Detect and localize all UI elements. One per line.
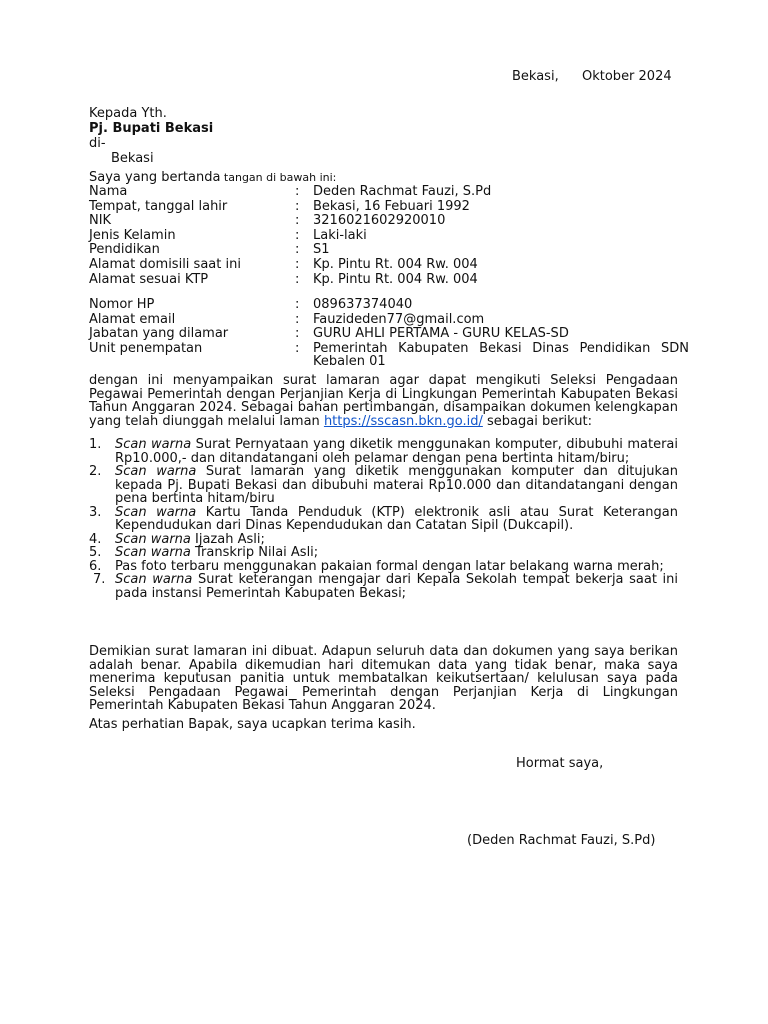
list-italic: Scan warna: [115, 464, 197, 479]
field-colon: :: [295, 311, 300, 327]
hormat-line: Hormat saya,: [516, 756, 604, 771]
field-value: Kp. Pintu Rt. 004 Rw. 004: [313, 256, 478, 272]
field-colon: :: [295, 340, 300, 356]
field-row: [89, 298, 689, 313]
list-number: 5.: [89, 545, 102, 560]
list-number: 1.: [89, 437, 102, 452]
document-list: [89, 438, 678, 600]
intro-text-small: tangan di bawah ini:: [220, 171, 337, 184]
field-value: 089637374040: [313, 297, 413, 312]
field-row: [89, 313, 689, 328]
list-item: [89, 573, 678, 600]
body-paragraph: [89, 374, 678, 428]
letter-date: [512, 70, 672, 84]
field-row: [89, 214, 689, 229]
field-value: S1: [313, 242, 330, 258]
list-text: Ijazah Asli;: [190, 531, 265, 547]
field-label: Jenis Kelamin: [89, 227, 176, 243]
field-value: Deden Rachmat Fauzi, S.Pd: [313, 184, 492, 199]
sscasn-link[interactable]: https://sscasn.bkn.go.id/: [323, 413, 483, 429]
field-value: Kp. Pintu Rt. 004 Rw. 004: [313, 271, 478, 287]
list-text: Transkrip Nilai Asli;: [190, 545, 319, 560]
list-italic: Scan warna: [115, 545, 191, 560]
field-label: Pendidikan: [89, 242, 160, 258]
list-number: 2.: [89, 464, 102, 479]
field-colon: :: [295, 213, 300, 229]
list-item: [89, 438, 678, 465]
list-item: [89, 506, 678, 533]
addressee-block: [89, 107, 213, 167]
field-row: [89, 258, 689, 273]
list-item: [89, 546, 678, 560]
field-value: Pemerintah Kabupaten Bekasi Dinas Pendidikan SDN Kebalen 01: [313, 340, 689, 370]
list-italic: Scan warna: [115, 504, 197, 520]
addressee-city: Bekasi: [111, 151, 154, 166]
letter-place: Bekasi,: [512, 69, 559, 84]
signer-name: (Deden Rachmat Fauzi, S.Pd): [467, 833, 656, 848]
field-value: GURU AHLI PERTAMA - GURU KELAS-SD: [313, 326, 569, 342]
list-text: Kartu Tanda Penduduk (KTP) elektronik asli atau Surat Keterangan Kependudukan dari Dinas Kependudukan dan Catatan Sipil (Dukcapil).: [115, 504, 678, 533]
contact-table: [89, 298, 689, 370]
identity-table: [89, 185, 689, 287]
field-colon: :: [295, 242, 300, 258]
field-value: Bekasi, 16 Febuari 1992: [313, 198, 470, 214]
list-item: [89, 465, 678, 506]
field-colon: :: [295, 271, 300, 287]
field-label: Alamat email: [89, 311, 176, 327]
list-italic: Scan warna: [115, 437, 192, 452]
closing-paragraph: Demikian surat lamaran ini dibuat. Adapun seluruh data dan dokumen yang saya berikan adalah benar. Apabila dikemudian hari ditemukan data yang tidak benar, maka saya menerima keputusan panitia untuk membatalkan keikutsertaan/ kelulusan saya pada Seleksi Pengadaan Pegawai Pemerintah dengan Perjanjian Kerja di Lingkungan Pemerintah Kabupaten Bekasi Tahun Anggaran 2024.: [89, 644, 678, 713]
list-text: Surat lamaran yang diketik menggunakan komputer dan ditujukan kepada Pj. Bupati Bekasi dan dibubuhi materai Rp10.000 dan ditandatangani dengan pena bertinta hitam/biru: [115, 464, 678, 506]
list-item: [89, 533, 678, 547]
list-number: 6.: [89, 558, 102, 574]
list-number: 7.: [93, 572, 106, 587]
list-text: Surat keterangan mengajar dari Kepala Sekolah tempat bekerja saat ini pada instansi Pemerintah Kabupaten Bekasi;: [115, 572, 678, 601]
field-colon: :: [295, 297, 300, 312]
field-row: [89, 273, 689, 288]
field-colon: :: [295, 227, 300, 243]
field-value: Fauzideden77@gmail.com: [313, 311, 485, 327]
field-label: Alamat domisili saat ini: [89, 256, 241, 272]
intro-text: Saya yang bertanda: [89, 170, 221, 185]
list-text: Surat Pernyataan yang diketik menggunakan komputer, dibubuhi materai Rp10.000,- dan ditandatangani oleh pelamar dengan pena bertinta hitam/biru;: [115, 437, 678, 466]
field-label: Unit penempatan: [89, 340, 203, 356]
field-label: Jabatan yang dilamar: [89, 326, 229, 342]
field-colon: :: [295, 256, 300, 272]
addressee-name: Pj. Bupati Bekasi: [89, 121, 214, 136]
list-number: 3.: [89, 504, 102, 520]
field-colon: :: [295, 326, 300, 342]
field-label: Tempat, tanggal lahir: [89, 198, 228, 214]
addressee-salutation: Kepada Yth.: [89, 106, 167, 121]
field-colon: :: [295, 198, 300, 214]
field-label: Nama: [89, 184, 128, 199]
list-text: Pas foto terbaru menggunakan pakaian formal dengan latar belakang warna merah;: [115, 558, 664, 574]
list-item: [89, 560, 678, 574]
field-label: NIK: [89, 213, 112, 229]
list-italic: Scan warna: [115, 531, 191, 547]
letter-month-year: Oktober 2024: [582, 69, 672, 84]
body-text: dengan ini menyampaikan surat lamaran agar dapat mengikuti Seleksi Pengadaan Pegawai Pemerintah dengan Perjanjian Kerja di Lingkungan Pemerintah Kabupaten Bekasi Tahun Anggaran 2024. Sebagai bahan pertimbangan, disampaikan dokumen kelengkapan yang telah diunggah melalui laman: [89, 373, 678, 429]
field-row: [89, 185, 689, 200]
list-italic: Scan warna: [115, 572, 193, 587]
body-text-after-link: sebagai berikut:: [482, 413, 592, 429]
intro-line: [89, 171, 336, 185]
field-row: [89, 200, 689, 215]
field-colon: :: [295, 184, 300, 199]
thanks-line: Atas perhatian Bapak, saya ucapkan terima kasih.: [89, 717, 416, 732]
field-row: [89, 229, 689, 244]
field-value: 3216021602920010: [313, 213, 446, 229]
field-value: Laki-laki: [313, 227, 367, 243]
field-row: [89, 327, 689, 342]
field-label: Nomor HP: [89, 297, 155, 312]
field-row: [89, 243, 689, 258]
field-row: [89, 342, 689, 370]
field-label: Alamat sesuai KTP: [89, 271, 209, 287]
list-number: 4.: [89, 531, 102, 547]
addressee-di: di-: [89, 136, 106, 151]
